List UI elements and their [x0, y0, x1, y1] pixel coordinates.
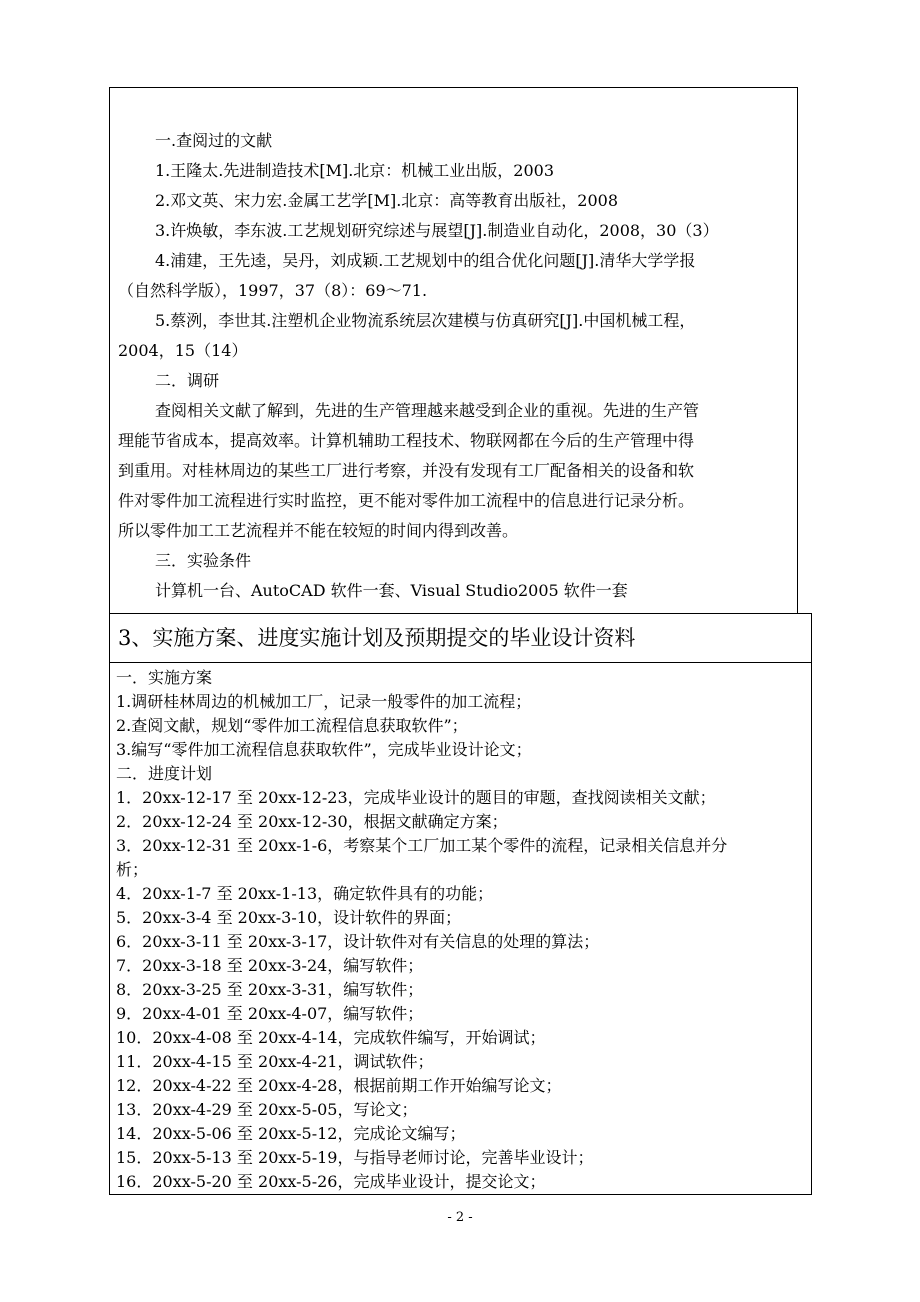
reference-line: （自然科学版），1997，37（8）：69～71. — [118, 281, 428, 300]
literature-heading: 一.查阅过的文献 — [155, 131, 273, 150]
section3-title: 3、实施方案、进度实施计划及预期提交的毕业设计资料 — [118, 626, 636, 650]
schedule-line: 6．20xx-3-11 至 20xx-3-17，设计软件对有关信息的处理的算法； — [116, 932, 600, 951]
schedule-line: 7．20xx-3-18 至 20xx-3-24，编写软件； — [116, 956, 424, 975]
schedule-heading: 二．进度计划 — [116, 764, 213, 783]
schedule-line: 析； — [116, 860, 149, 879]
page-number: - 2 - — [447, 1210, 473, 1225]
plan-item: 3.编写“零件加工流程信息获取软件”，完成毕业设计论文； — [116, 740, 532, 759]
reference-line: 4.浦建，王先逵，吴丹，刘成颖.工艺规划中的组合优化问题[J].清华大学学报 — [155, 251, 696, 270]
plan-heading: 一．实施方案 — [116, 668, 213, 687]
conditions-text: 计算机一台、AutoCAD 软件一套、Visual Studio2005 软件一套 — [155, 581, 628, 600]
schedule-line: 3．20xx-12-31 至 20xx-1-6，考察某个工厂加工某个零件的流程，记录相关信息并分 — [116, 836, 728, 855]
reference-line: 3.许焕敏，李东波.工艺规划研究综述与展望[J].制造业自动化，2008，30（3） — [155, 221, 719, 240]
research-line: 到重用。对桂林周边的某些工厂进行考察，并没有发现有工厂配备相关的设备和软 — [118, 461, 695, 480]
schedule-line: 1．20xx-12-17 至 20xx-12-23，完成毕业设计的题目的审题，查找阅读相关文献； — [116, 788, 716, 807]
schedule-line: 11．20xx-4-15 至 20xx-4-21，调试软件； — [116, 1052, 434, 1071]
research-line: 所以零件加工工艺流程并不能在较短的时间内得到改善。 — [118, 521, 519, 540]
upper-section-box — [109, 87, 798, 613]
reference-line: 2.邓文英、宋力宏.金属工艺学[M].北京：高等教育出版社，2008 — [155, 191, 619, 210]
schedule-line: 9．20xx-4-01 至 20xx-4-07，编写软件； — [116, 1004, 424, 1023]
schedule-line: 4．20xx-1-7 至 20xx-1-13，确定软件具有的功能； — [116, 884, 494, 903]
reference-line: 2004，15（14） — [118, 341, 248, 360]
schedule-line: 15．20xx-5-13 至 20xx-5-19，与指导老师讨论，完善毕业设计； — [116, 1148, 594, 1167]
reference-line: 5.蔡洌，李世其.注塑机企业物流系统层次建模与仿真研究[J].中国机械工程， — [155, 311, 696, 330]
reference-line: 1.王隆太.先进制造技术[M].北京：机械工业出版，2003 — [155, 161, 555, 180]
schedule-line: 14．20xx-5-06 至 20xx-5-12，完成论文编写； — [116, 1124, 466, 1143]
schedule-line: 8．20xx-3-25 至 20xx-3-31，编写软件； — [116, 980, 424, 999]
conditions-heading: 三．实验条件 — [155, 551, 252, 570]
schedule-line: 12．20xx-4-22 至 20xx-4-28，根据前期工作开始编写论文； — [116, 1076, 562, 1095]
research-line: 查阅相关文献了解到，先进的生产管理越来越受到企业的重视。先进的生产管 — [155, 401, 700, 420]
section3-header — [110, 614, 811, 663]
schedule-line: 5．20xx-3-4 至 20xx-3-10，设计软件的界面； — [116, 908, 462, 927]
research-line: 件对零件加工流程进行实时监控，更不能对零件加工流程中的信息进行记录分析。 — [118, 491, 695, 510]
research-line: 理能节省成本，提高效率。计算机辅助工程技术、物联网都在今后的生产管理中得 — [118, 431, 695, 450]
schedule-line: 13．20xx-4-29 至 20xx-5-05，写论文； — [116, 1100, 418, 1119]
research-heading: 二．调研 — [155, 371, 220, 390]
schedule-line: 16．20xx-5-20 至 20xx-5-26，完成毕业设计，提交论文； — [116, 1172, 546, 1191]
schedule-line: 10．20xx-4-08 至 20xx-4-14，完成软件编写，开始调试； — [116, 1028, 546, 1047]
plan-item: 2.查阅文献，规划“零件加工流程信息获取软件”； — [116, 716, 468, 735]
schedule-line: 2．20xx-12-24 至 20xx-12-30，根据文献确定方案； — [116, 812, 508, 831]
plan-item: 1.调研桂林周边的机械加工厂，记录一般零件的加工流程； — [116, 692, 532, 711]
section3-box — [109, 613, 812, 1195]
